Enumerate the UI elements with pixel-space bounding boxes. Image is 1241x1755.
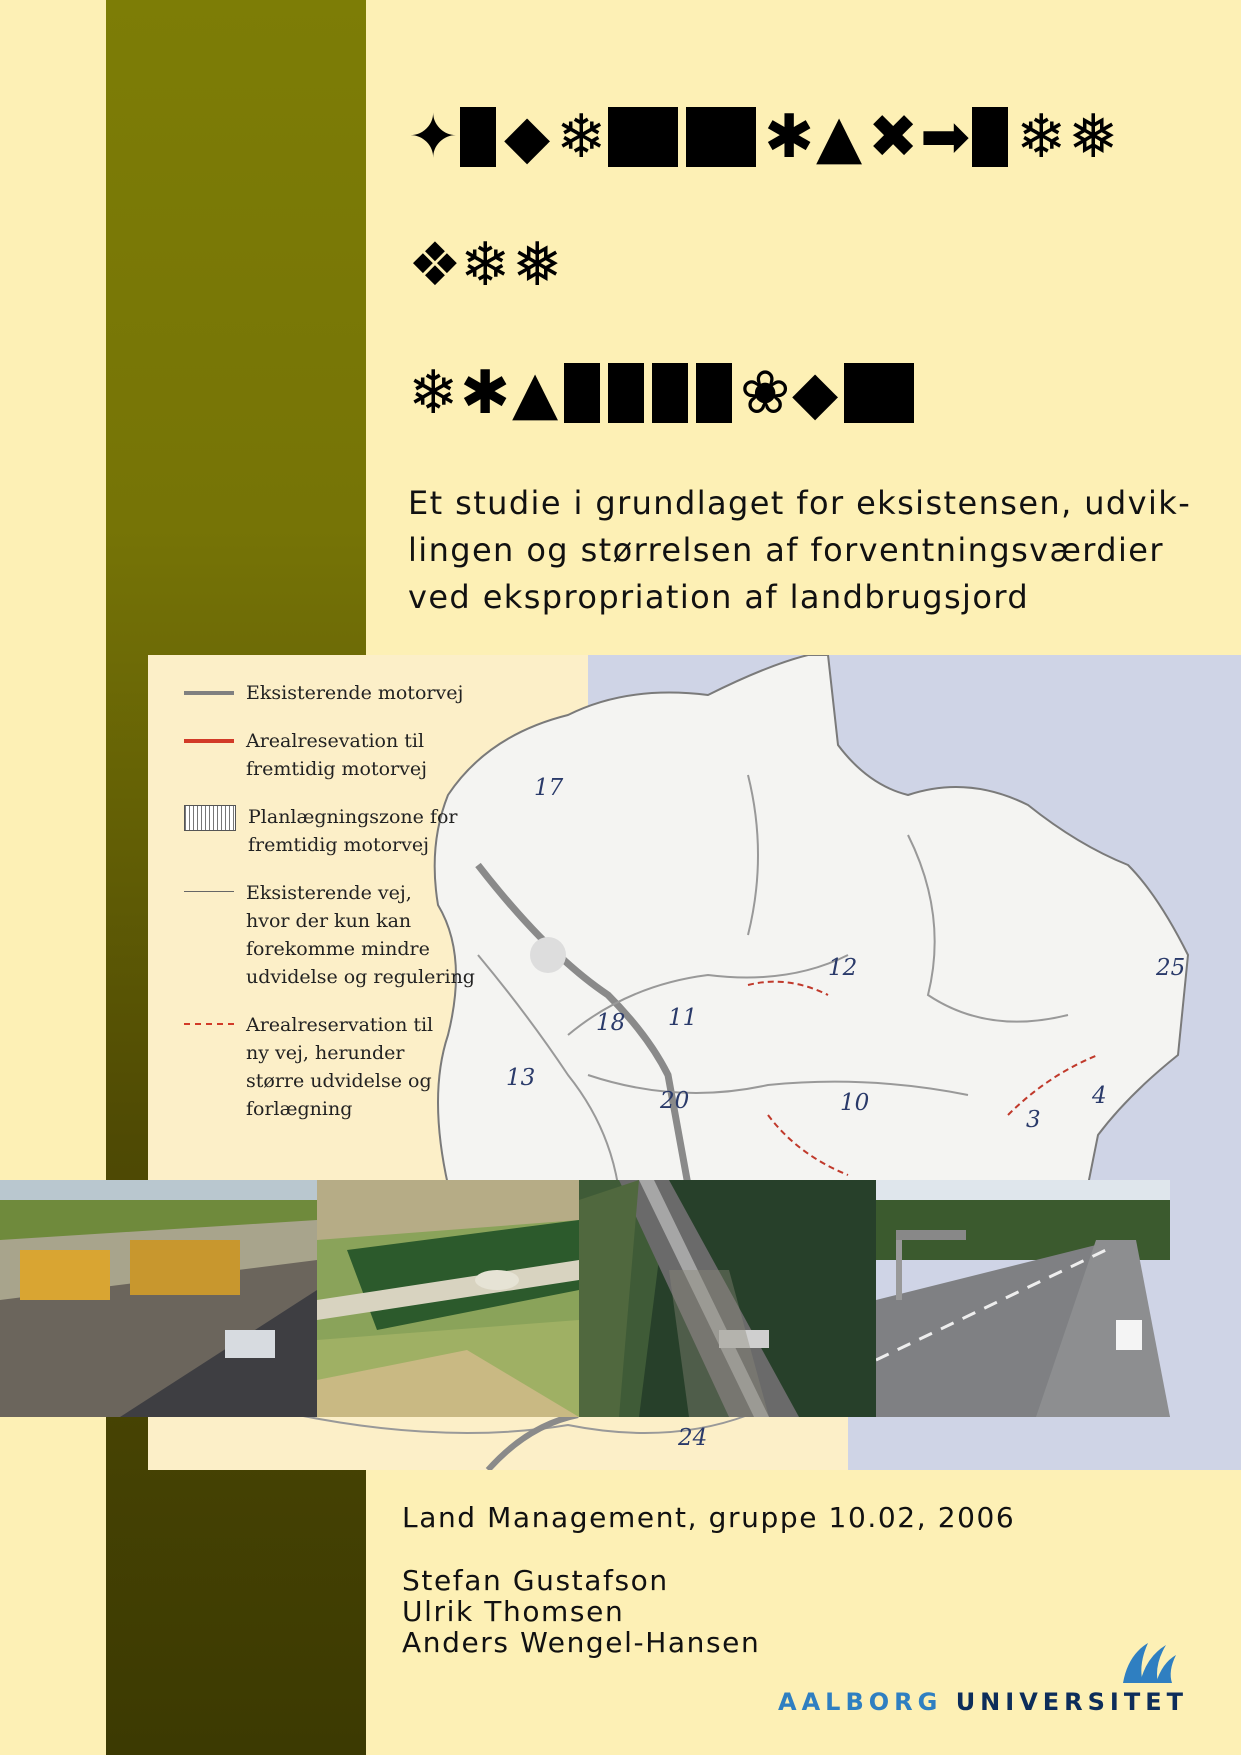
wave-logo-icon [1118,1635,1178,1685]
legend-item [184,879,604,991]
snowflake-glyph: ❄ [1016,102,1067,172]
legend-item [184,679,604,707]
logo-word-aalborg: AALBORG [778,1688,943,1716]
map-legend [184,679,604,1143]
legend-text: Eksisterende motorvej [246,682,464,704]
map-label: 10 [840,1090,870,1116]
photo-strip [0,1180,1170,1417]
block-glyph [608,363,644,423]
title-line-2 [408,228,1228,302]
snowflake-glyph: ❅ [1068,102,1119,172]
map-label: 11 [668,1005,698,1031]
title-line-3 [408,356,1228,430]
diamond-glyph: ◆ [504,102,551,172]
star-glyph: ✖ [868,102,919,172]
author-name: Stefan Gustafson [402,1564,669,1597]
diamond-glyph: ✦ [408,102,459,172]
legend-text: Arealreservation til ny vej, herunder større udvidelse og forlægning [246,1014,434,1120]
snowflake-glyph: ❅ [512,230,563,300]
block-glyph [686,107,756,167]
snowflake-glyph: ❄ [460,230,511,300]
road-construction-photo [0,1180,317,1417]
highway-traffic-photo [876,1180,1170,1417]
map-label: 24 [678,1425,708,1451]
aalborg-university-logo [778,1630,1228,1716]
block-glyph [972,107,1008,167]
legend-text: Arealresevation til fremtidig motorvej [246,730,428,780]
cover-title-glyphs [408,100,1228,484]
logo-wordmark [778,1688,1188,1716]
author-name: Ulrik Thomsen [402,1595,625,1628]
asterisk-glyph: ✱ [764,102,815,172]
block-glyph [564,363,600,423]
map-label: 13 [506,1065,536,1091]
legend-text: Planlægningszone for fremtidig motorvej [248,806,458,856]
motorway-wildlife-bridge-photo [579,1180,876,1417]
map-label: 25 [1156,955,1186,981]
diamond-glyph: ◆ [792,358,839,428]
legend-item [184,803,604,859]
red-line-symbol [184,739,234,743]
thin-line-symbol [184,891,234,892]
diamond-glyph: ❖ [408,230,462,300]
map-label: 3 [1026,1107,1041,1133]
hatch-symbol [184,805,236,831]
aerial-fields-photo [317,1180,579,1417]
block-glyph [844,363,914,423]
legend-item [184,1011,604,1123]
map-label: 20 [660,1088,690,1114]
block-glyph [696,363,732,423]
map-label: 17 [534,775,564,801]
arrow-glyph: ➡ [920,102,971,172]
red-dash-symbol [184,1023,234,1025]
map-label: 18 [596,1010,626,1036]
asterisk-glyph: ✱ [460,358,511,428]
block-glyph [608,107,678,167]
block-glyph [652,363,688,423]
map-label: 12 [828,955,858,981]
title-line-1 [408,100,1228,174]
triangle-glyph: ▲ [816,102,863,172]
logo-word-universitet: UNIVERSITET [955,1688,1188,1716]
snowflake-glyph: ❄ [556,102,607,172]
author-name: Anders Wengel-Hansen [402,1626,761,1659]
grey-line-symbol [184,691,234,695]
group-info: Land Management, gruppe 10.02, 2006 [402,1501,1016,1534]
legend-text: Eksisterende vej, hvor der kun kan forekomme mindre udvidelse og regulering [246,882,475,988]
flower-glyph: ❀ [740,358,791,428]
map-label: 4 [1092,1083,1107,1109]
triangle-glyph: ▲ [512,358,559,428]
snowflake-glyph: ❄ [408,358,459,428]
cover-subtitle: Et studie i grundlaget for eksistensen, udvik- lingen og størrelsen af forventningsværdier ved ekspropriation af landbrugsjord [408,484,1192,616]
block-glyph [460,107,496,167]
